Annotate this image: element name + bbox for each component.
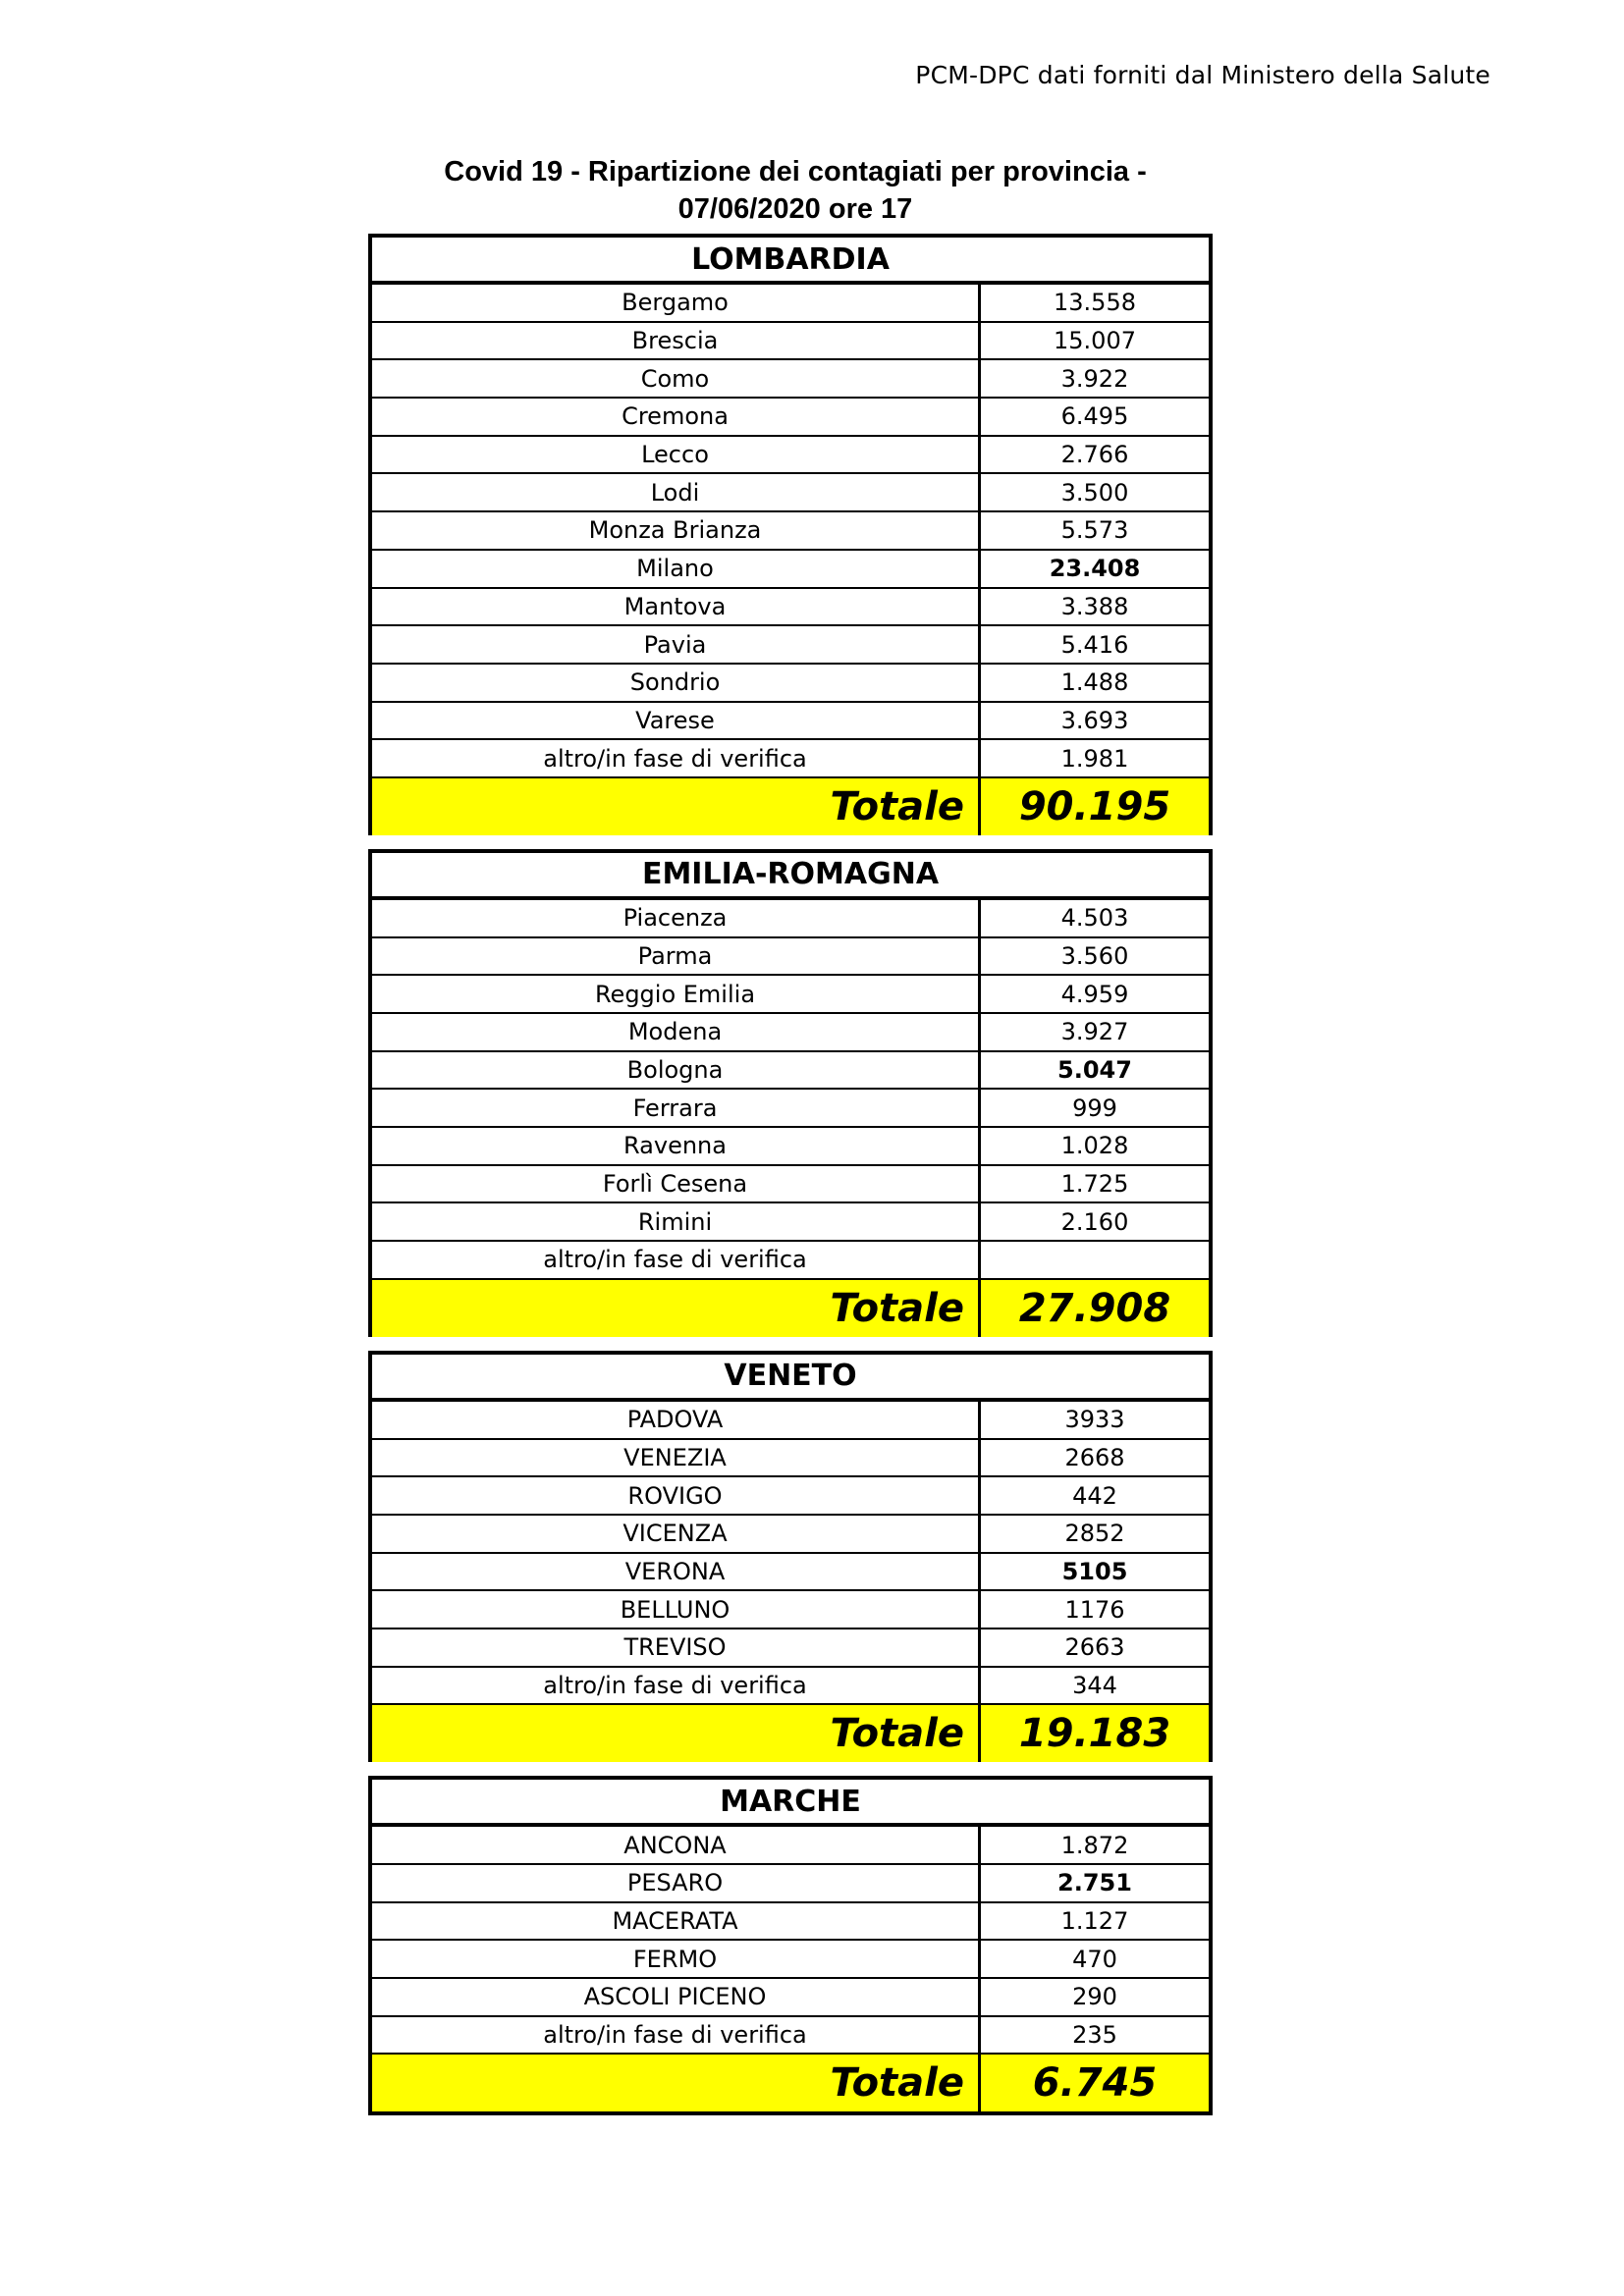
table-row <box>372 323 1209 361</box>
province-name: TREVISO <box>372 1629 981 1666</box>
table-row <box>372 976 1209 1014</box>
table-row <box>372 938 1209 977</box>
province-name: MACERATA <box>372 1903 981 1940</box>
table-row <box>372 1166 1209 1204</box>
province-name: Lecco <box>372 437 981 473</box>
province-name: Milano <box>372 551 981 587</box>
province-name: altro/in fase di verifica <box>372 2017 981 2054</box>
case-count: 3.500 <box>1060 478 1129 507</box>
title-line-1: Covid 19 - Ripartizione dei contagiati per provincia - <box>444 156 1147 187</box>
table-row <box>372 474 1209 512</box>
case-count: 2852 <box>1064 1520 1125 1548</box>
province-name: Reggio Emilia <box>372 976 981 1012</box>
case-count: 2.751 <box>1057 1869 1132 1897</box>
province-name: Brescia <box>372 323 981 359</box>
case-count: 1.872 <box>1060 1831 1129 1859</box>
case-count <box>981 1242 1209 1278</box>
region-table <box>368 849 1213 1337</box>
table-row <box>372 1865 1209 1903</box>
table-row <box>372 551 1209 589</box>
document-title <box>373 153 1218 228</box>
province-name: VENEZIA <box>372 1440 981 1476</box>
case-count: 442 <box>1072 1481 1117 1510</box>
province-name: Forlì Cesena <box>372 1166 981 1202</box>
table-row <box>372 1941 1209 1979</box>
table-row <box>372 285 1209 323</box>
table-row <box>372 1827 1209 1865</box>
table-row <box>372 1402 1209 1440</box>
province-name: ASCOLI PICENO <box>372 1979 981 2015</box>
table-row <box>372 1477 1209 1516</box>
title-line-2: 07/06/2020 ore 17 <box>677 193 913 225</box>
case-count: 15.007 <box>1054 327 1136 355</box>
case-count: 1.725 <box>1060 1170 1129 1199</box>
table-row <box>372 2017 1209 2056</box>
province-name: Monza Brianza <box>372 512 981 549</box>
table-row <box>372 1014 1209 1052</box>
province-name: altro/in fase di verifica <box>372 1242 981 1278</box>
province-name: BELLUNO <box>372 1591 981 1628</box>
table-row <box>372 740 1209 778</box>
case-count: 3.927 <box>1060 1018 1129 1046</box>
total-label: Totale <box>372 1280 981 1337</box>
total-value: 90.195 <box>1018 783 1171 829</box>
case-count: 3.388 <box>1060 592 1129 620</box>
table-row <box>372 589 1209 627</box>
region-tables <box>368 234 1213 2129</box>
table-row <box>372 512 1209 551</box>
province-name: Sondrio <box>372 665 981 701</box>
province-name: ROVIGO <box>372 1477 981 1514</box>
province-name: altro/in fase di verifica <box>372 1668 981 1704</box>
case-count: 1.028 <box>1060 1132 1129 1160</box>
case-count: 290 <box>1072 1983 1117 2011</box>
table-row <box>372 703 1209 741</box>
table-row <box>372 900 1209 938</box>
table-row <box>372 665 1209 703</box>
table-row <box>372 1242 1209 1280</box>
table-row <box>372 1591 1209 1629</box>
case-count: 2663 <box>1064 1633 1125 1662</box>
case-count: 5.573 <box>1060 516 1129 545</box>
case-count: 13.558 <box>1054 289 1136 317</box>
province-name: Pavia <box>372 626 981 663</box>
province-name: Bergamo <box>372 285 981 321</box>
table-row <box>372 1516 1209 1554</box>
table-row <box>372 1903 1209 1942</box>
table-row <box>372 1554 1209 1592</box>
province-name: VERONA <box>372 1554 981 1590</box>
province-name: Bologna <box>372 1052 981 1089</box>
case-count: 2.160 <box>1060 1207 1129 1236</box>
case-count: 3.693 <box>1060 706 1129 734</box>
province-name: Parma <box>372 938 981 975</box>
table-row <box>372 1052 1209 1091</box>
region-header: EMILIA-ROMAGNA <box>372 853 1209 900</box>
table-row <box>372 437 1209 475</box>
case-count: 4.503 <box>1060 904 1129 933</box>
table-row <box>372 1090 1209 1128</box>
province-name: Rimini <box>372 1203 981 1240</box>
case-count: 1.981 <box>1060 744 1129 773</box>
total-value: 19.183 <box>1018 1711 1171 1757</box>
case-count: 6.495 <box>1060 402 1129 431</box>
case-count: 5105 <box>1061 1557 1128 1585</box>
total-row <box>372 1705 1209 1762</box>
case-count: 1.488 <box>1060 668 1129 697</box>
province-name: altro/in fase di verifica <box>372 740 981 776</box>
total-row <box>372 1280 1209 1337</box>
case-count: 23.408 <box>1049 555 1141 583</box>
total-row <box>372 2055 1209 2111</box>
province-name: Modena <box>372 1014 981 1050</box>
case-count: 470 <box>1072 1945 1117 1973</box>
source-note: PCM-DPC dati forniti dal Ministero della Salute <box>915 61 1490 89</box>
province-name: PADOVA <box>372 1402 981 1438</box>
table-row <box>372 1440 1209 1478</box>
province-name: Piacenza <box>372 900 981 936</box>
total-label: Totale <box>372 1705 981 1762</box>
table-row <box>372 399 1209 437</box>
total-label: Totale <box>372 778 981 835</box>
table-row <box>372 1203 1209 1242</box>
province-name: PESARO <box>372 1865 981 1901</box>
case-count: 3933 <box>1064 1406 1125 1434</box>
table-row <box>372 1668 1209 1706</box>
province-name: ANCONA <box>372 1827 981 1863</box>
province-name: Ferrara <box>372 1090 981 1126</box>
table-row <box>372 1128 1209 1166</box>
province-name: Mantova <box>372 589 981 625</box>
region-table <box>368 1351 1213 1763</box>
case-count: 344 <box>1072 1671 1117 1699</box>
region-header: MARCHE <box>372 1780 1209 1827</box>
case-count: 235 <box>1072 2021 1117 2050</box>
total-value: 6.745 <box>1032 2060 1158 2107</box>
province-name: Como <box>372 360 981 397</box>
province-name: VICENZA <box>372 1516 981 1552</box>
province-name: Ravenna <box>372 1128 981 1164</box>
region-header: LOMBARDIA <box>372 238 1209 285</box>
total-row <box>372 778 1209 835</box>
province-name: FERMO <box>372 1941 981 1977</box>
case-count: 4.959 <box>1060 980 1129 1008</box>
table-row <box>372 360 1209 399</box>
table-row <box>372 1629 1209 1668</box>
table-row <box>372 1979 1209 2017</box>
case-count: 5.416 <box>1060 630 1129 659</box>
table-row <box>372 626 1209 665</box>
case-count: 1176 <box>1064 1595 1125 1624</box>
case-count: 999 <box>1072 1094 1117 1122</box>
region-header: VENETO <box>372 1355 1209 1402</box>
province-name: Lodi <box>372 474 981 510</box>
case-count: 3.560 <box>1060 941 1129 970</box>
case-count: 3.922 <box>1060 364 1129 393</box>
total-value: 27.908 <box>1018 1285 1171 1331</box>
case-count: 2668 <box>1064 1443 1125 1471</box>
province-name: Cremona <box>372 399 981 435</box>
region-table <box>368 234 1213 835</box>
province-name: Varese <box>372 703 981 739</box>
total-label: Totale <box>372 2055 981 2111</box>
region-table <box>368 1776 1213 2115</box>
case-count: 2.766 <box>1060 441 1129 469</box>
case-count: 1.127 <box>1060 1907 1129 1936</box>
case-count: 5.047 <box>1057 1056 1132 1085</box>
